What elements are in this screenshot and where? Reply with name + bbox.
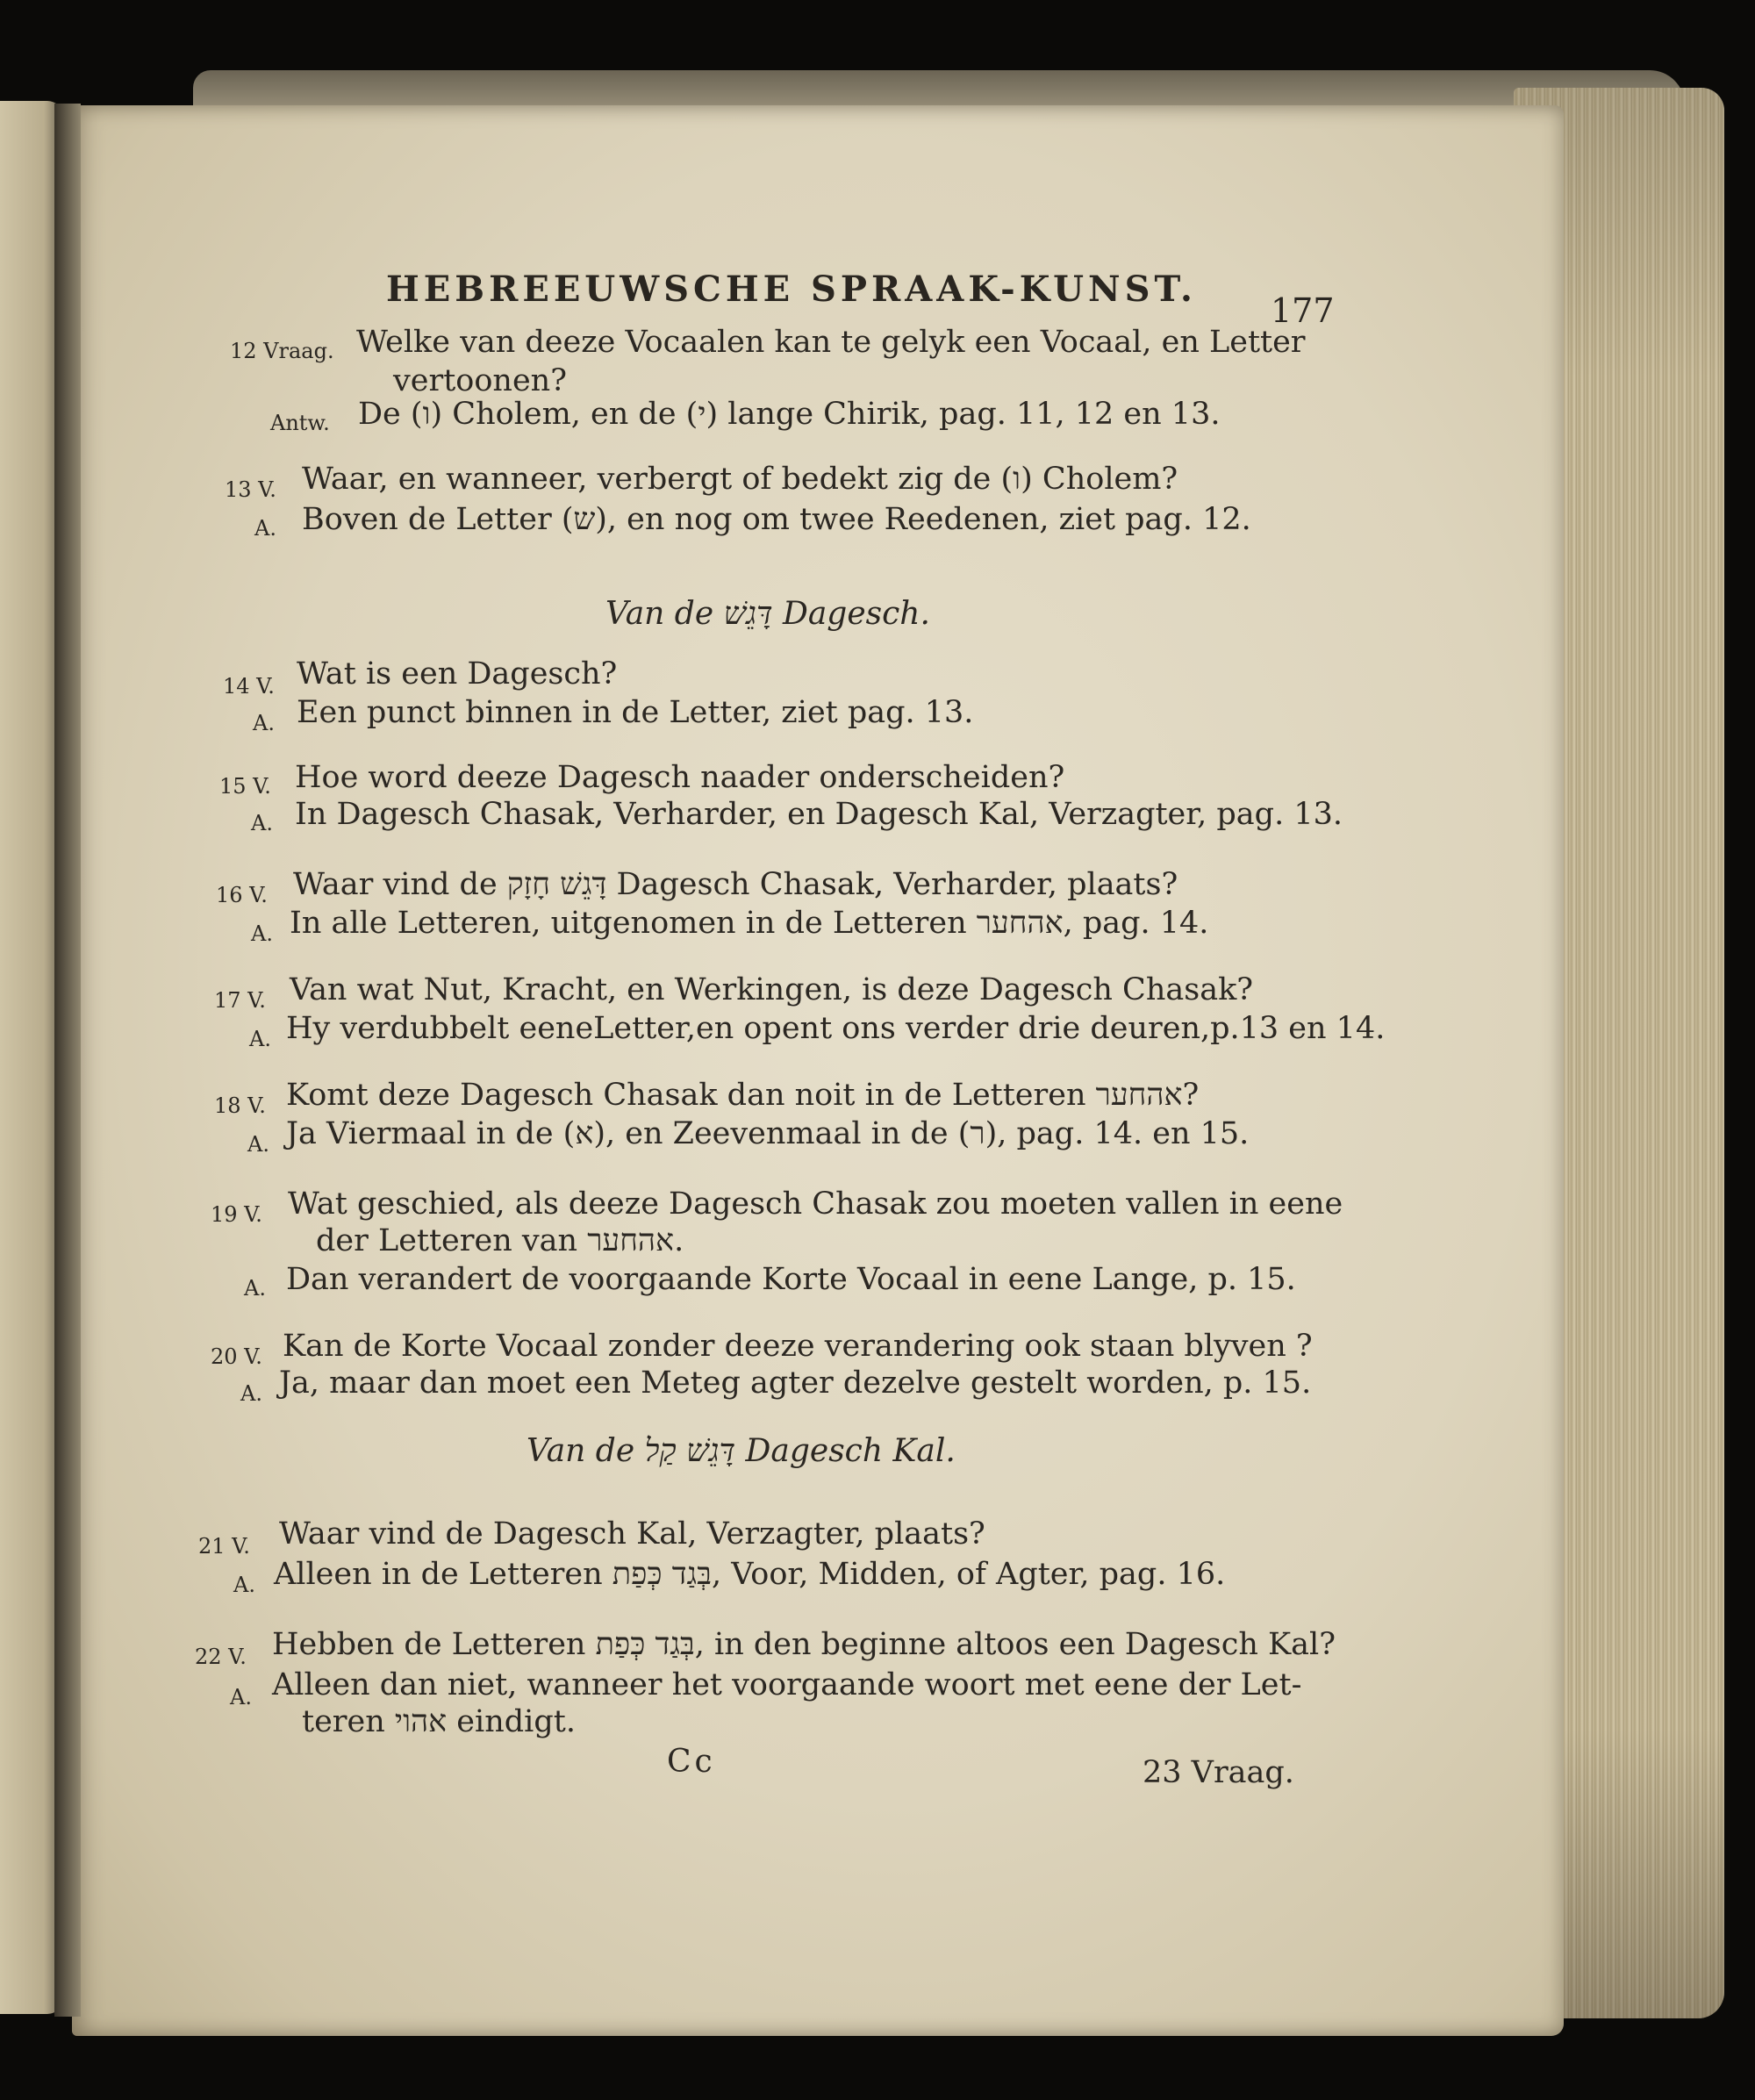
question-number: 13 V. (225, 477, 276, 502)
question-text: Komt deze Dagesch Chasak dan noit in de Letteren אהחער? (286, 1078, 1200, 1113)
answer-label: A. (254, 516, 276, 541)
section-heading: Van de דָּגֵשׁ קַל Dagesch Kal. (526, 1433, 956, 1469)
question-number: 20 V. (211, 1344, 262, 1369)
question-text: Wat geschied, als deeze Dagesch Chasak zou moeten vallen in eene (288, 1186, 1343, 1222)
answer-text: Een punct binnen in de Letter, ziet pag. 13. (297, 695, 974, 730)
question-text: Hoe word deeze Dagesch naader onderscheiden? (295, 760, 1065, 795)
answer-text: Hy verdubbelt eeneLetter,en opent ons verder drie deuren,p.13 en 14. (286, 1011, 1386, 1046)
question-number: 14 V. (223, 674, 275, 699)
answer-text: Ja, maar dan moet een Meteg agter dezelve gestelt worden, p. 15. (279, 1365, 1312, 1401)
question-text: Hebben de Letteren בְּגַד כְּפַת, in den beginne altoos een Dagesch Kal? (272, 1627, 1336, 1662)
question-text: Waar vind de דָּגֵשׁ חָזָק Dagesch Chasak, Verharder, plaats? (293, 867, 1178, 902)
answer-label: A. (251, 811, 273, 835)
answer-label: A. (230, 1685, 252, 1709)
answer-label: Antw. (270, 411, 330, 435)
book-gutter (54, 104, 81, 2017)
answer-label: A. (249, 1027, 271, 1051)
answer-label: A. (253, 711, 275, 735)
answer-text: In alle Letteren, uitgenomen in de Letteren אהחער, pag. 14. (290, 906, 1209, 941)
question-text: Waar vind de Dagesch Kal, Verzagter, plaats? (279, 1516, 985, 1552)
question-text: Van wat Nut, Kracht, en Werkingen, is deze Dagesch Chasak? (290, 972, 1254, 1007)
answer-label: A. (244, 1276, 266, 1301)
question-text: Kan de Korte Vocaal zonder deeze verandering ook staan blyven ? (283, 1329, 1313, 1364)
question-text: Waar, en wanneer, verbergt of bedekt zig de (ו) Cholem? (302, 462, 1178, 497)
question-text: Wat is een Dagesch? (297, 656, 618, 692)
question-number: 22 V. (195, 1645, 247, 1669)
question-text: Welke van deeze Vocaalen kan te gelyk een Vocaal, en Letter (356, 325, 1306, 360)
question-text-continued: vertoonen? (393, 363, 567, 398)
answer-label: A. (251, 921, 273, 946)
answer-text: Alleen in de Letteren בְּגַד כְּפַת, Voor, Midden, of Agter, pag. 16. (274, 1557, 1226, 1592)
catchword: 23 Vraag. (1143, 1755, 1294, 1790)
answer-text: In Dagesch Chasak, Verharder, en Dagesch Kal, Verzagter, pag. 13. (295, 797, 1343, 832)
question-text-continued: der Letteren van אהחער. (316, 1223, 684, 1258)
answer-text: Ja Viermaal in de (א), en Zeevenmaal in de (ר), pag. 14. en 15. (286, 1116, 1250, 1151)
page-number: 177 (1271, 291, 1335, 330)
running-title: HEBREEUWSCHE SPRAAK-KUNST. (386, 269, 1197, 310)
answer-text: De (ו) Cholem, en de (י) lange Chirik, pag. 11, 12 en 13. (358, 397, 1221, 432)
signature-mark: Cc (667, 1744, 716, 1780)
section-heading: Van de דָּגֵשׁ Dagesch. (605, 596, 930, 632)
question-number: 15 V. (219, 774, 271, 799)
question-number: 16 V. (216, 883, 268, 907)
question-number: 19 V. (211, 1202, 262, 1227)
answer-label: A. (233, 1573, 255, 1597)
answer-label: A. (240, 1381, 262, 1406)
question-number: 21 V. (198, 1534, 250, 1559)
question-number: 12 Vraag. (230, 339, 334, 363)
answer-text-continued: teren אהוי eindigt. (302, 1704, 576, 1739)
answer-text: Alleen dan niet, wanneer het voorgaande woort met eene der Let- (272, 1667, 1302, 1702)
book-page (72, 105, 1564, 2036)
answer-label: A. (247, 1132, 269, 1157)
question-number: 18 V. (214, 1093, 266, 1118)
question-number: 17 V. (214, 988, 266, 1013)
answer-text: Boven de Letter (ש), en nog om twee Reedenen, ziet pag. 12. (302, 502, 1251, 537)
answer-text: Dan verandert de voorgaande Korte Vocaal in eene Lange, p. 15. (286, 1262, 1296, 1297)
